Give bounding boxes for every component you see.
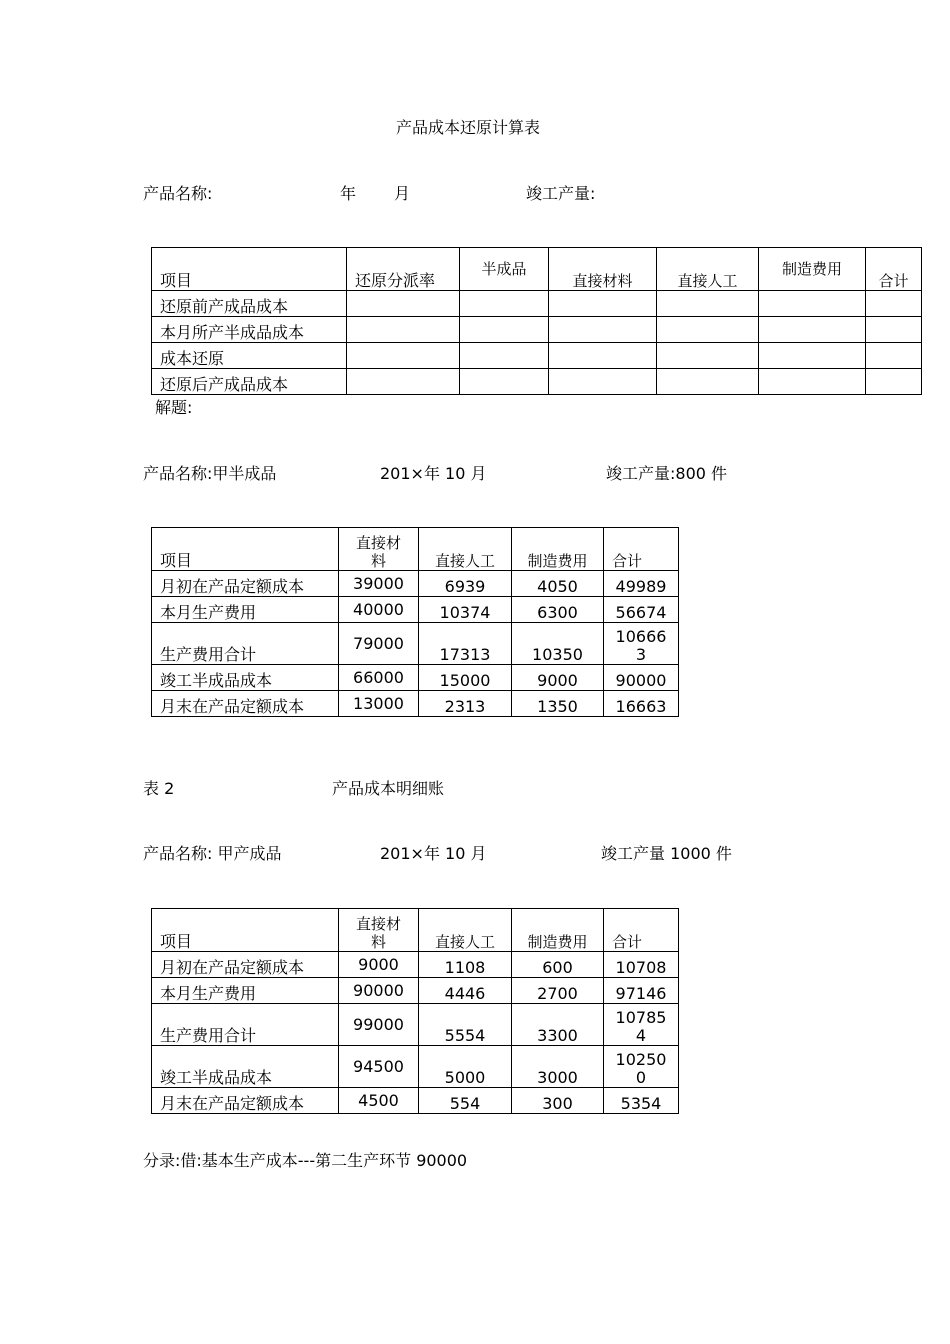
header-overhead: 制造费用 <box>512 909 604 952</box>
cell-total: 49989 <box>604 571 679 597</box>
row-label: 竣工半成品成本 <box>152 1046 339 1088</box>
header-direct-labor: 直接人工 <box>657 248 759 291</box>
row-label: 竣工半成品成本 <box>152 665 339 691</box>
table-row <box>152 978 679 1004</box>
cell-total: 90000 <box>604 665 679 691</box>
cell-direct-material: 90000 <box>339 978 419 1004</box>
row-label: 本月生产费用 <box>152 978 339 1004</box>
cell-direct-material: 99000 <box>339 1004 419 1046</box>
product-name-label: 产品名称: <box>143 184 213 203</box>
cost-restore-table <box>151 247 922 395</box>
table-row <box>152 665 679 691</box>
cell-total: 97146 <box>604 978 679 1004</box>
table-row <box>152 571 679 597</box>
section2-period: 201×年 10 月 <box>380 844 487 863</box>
header-direct-material: 直接材料 <box>339 528 419 571</box>
cell-direct-material: 40000 <box>339 597 419 623</box>
row-label: 生产费用合计 <box>152 623 339 665</box>
header-restore-rate: 还原分派率 <box>347 248 460 291</box>
header-overhead: 制造费用 <box>512 528 604 571</box>
cell-direct-labor: 6939 <box>419 571 512 597</box>
cell-direct-material: 13000 <box>339 691 419 717</box>
cell-direct-labor: 5000 <box>419 1046 512 1088</box>
header-direct-labor: 直接人工 <box>419 528 512 571</box>
row-label: 成本还原 <box>152 343 347 369</box>
cell-direct-material: 94500 <box>339 1046 419 1088</box>
cell-direct-material: 4500 <box>339 1088 419 1114</box>
row-label: 月初在产品定额成本 <box>152 571 339 597</box>
table-header-row <box>152 528 679 571</box>
header-direct-labor: 直接人工 <box>419 909 512 952</box>
header-item: 项目 <box>152 248 347 291</box>
section1-period: 201×年 10 月 <box>380 464 487 483</box>
table-number: 表 2 <box>143 779 175 798</box>
cell-total: 56674 <box>604 597 679 623</box>
table-row <box>152 623 679 665</box>
semi-product-cost-table <box>151 527 679 717</box>
cell-overhead: 1350 <box>512 691 604 717</box>
cell-total: 16663 <box>604 691 679 717</box>
table-row <box>152 317 922 343</box>
header-total: 合计 <box>866 248 922 291</box>
table-row <box>152 1046 679 1088</box>
cell-overhead: 300 <box>512 1088 604 1114</box>
cell-direct-labor: 4446 <box>419 978 512 1004</box>
section2-title: 产品成本明细账 <box>332 779 445 798</box>
row-label: 月末在产品定额成本 <box>152 1088 339 1114</box>
cell-direct-material: 39000 <box>339 571 419 597</box>
cell-direct-labor: 15000 <box>419 665 512 691</box>
cell-overhead: 3000 <box>512 1046 604 1088</box>
cell-direct-labor: 10374 <box>419 597 512 623</box>
table-row <box>152 343 922 369</box>
cell-total: 5354 <box>604 1088 679 1114</box>
table-row <box>152 1088 679 1114</box>
cell-overhead: 4050 <box>512 571 604 597</box>
solution-label: 解题: <box>155 398 193 417</box>
table-header-row <box>152 909 679 952</box>
header-total: 合计 <box>604 528 679 571</box>
cell-direct-material: 66000 <box>339 665 419 691</box>
cell-direct-material: 9000 <box>339 952 419 978</box>
header-direct-material: 直接材料 <box>549 248 657 291</box>
table-row <box>152 691 679 717</box>
section1-output: 竣工产量:800 件 <box>606 464 728 483</box>
table-header-row <box>152 248 922 291</box>
journal-entry: 分录:借:基本生产成本---第二生产环节 90000 <box>143 1151 468 1170</box>
output-label: 竣工产量: <box>526 184 596 203</box>
year-label: 年 <box>340 184 357 203</box>
header-overhead: 制造费用 <box>759 248 866 291</box>
cell-direct-labor: 1108 <box>419 952 512 978</box>
table-row <box>152 1004 679 1046</box>
table-row <box>152 597 679 623</box>
row-label: 本月所产半成品成本 <box>152 317 347 343</box>
header-semi-product: 半成品 <box>460 248 549 291</box>
cell-direct-labor: 554 <box>419 1088 512 1114</box>
row-label: 本月生产费用 <box>152 597 339 623</box>
table-row <box>152 369 922 395</box>
section1-product: 产品名称:甲半成品 <box>143 464 277 483</box>
cell-overhead: 10350 <box>512 623 604 665</box>
row-label: 还原后产成品成本 <box>152 369 347 395</box>
month-label: 月 <box>394 184 411 203</box>
section2-output: 竣工产量 1000 件 <box>601 844 732 863</box>
row-label: 月末在产品定额成本 <box>152 691 339 717</box>
cell-total: 102500 <box>604 1046 679 1088</box>
table-row <box>152 952 679 978</box>
cell-overhead: 600 <box>512 952 604 978</box>
cell-total: 107854 <box>604 1004 679 1046</box>
row-label: 生产费用合计 <box>152 1004 339 1046</box>
cell-overhead: 9000 <box>512 665 604 691</box>
header-item: 项目 <box>152 909 339 952</box>
cell-overhead: 6300 <box>512 597 604 623</box>
cell-total: 10708 <box>604 952 679 978</box>
cell-direct-material: 79000 <box>339 623 419 665</box>
cell-direct-labor: 17313 <box>419 623 512 665</box>
cell-overhead: 2700 <box>512 978 604 1004</box>
cell-direct-labor: 2313 <box>419 691 512 717</box>
table-row <box>152 291 922 317</box>
cell-total: 106663 <box>604 623 679 665</box>
page-title: 产品成本还原计算表 <box>396 118 541 137</box>
row-label: 还原前产成品成本 <box>152 291 347 317</box>
cell-direct-labor: 5554 <box>419 1004 512 1046</box>
header-item: 项目 <box>152 528 339 571</box>
header-total: 合计 <box>604 909 679 952</box>
row-label: 月初在产品定额成本 <box>152 952 339 978</box>
finished-product-cost-table <box>151 908 679 1114</box>
section2-product: 产品名称: 甲产成品 <box>143 844 282 863</box>
header-direct-material: 直接材料 <box>339 909 419 952</box>
cell-overhead: 3300 <box>512 1004 604 1046</box>
